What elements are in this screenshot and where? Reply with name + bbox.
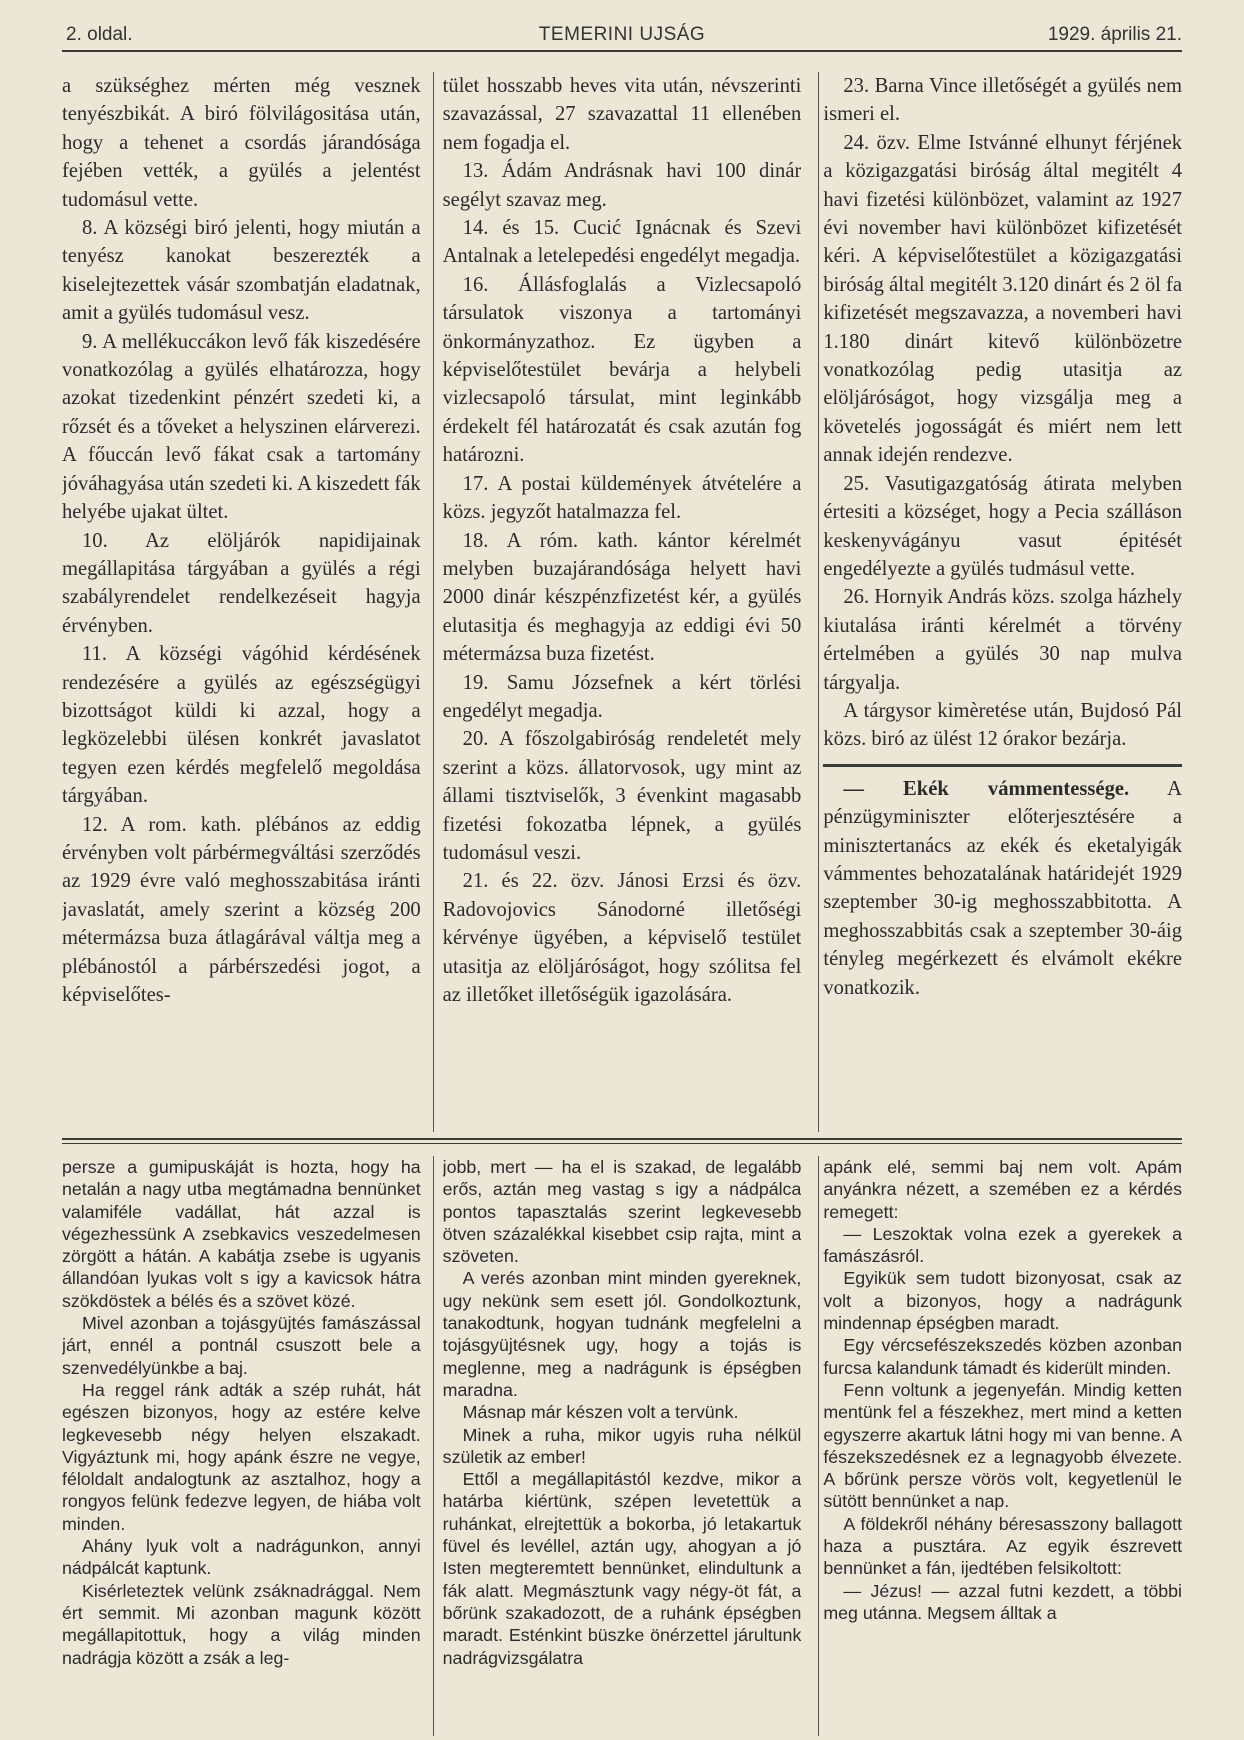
paragraph: 8. A községi biró jelenti, hogy miután a tenyész kanokat beszerezték a kiselejtezettek vásár szombatján eladatnak, amit a gyülés tudomásul vesz. <box>62 217 421 325</box>
paragraph: apánk elé, semmi baj nem volt. Apám anyánkra nézett, a szemében ez a kérdés remegett: <box>823 1157 1183 1222</box>
paragraph: 9. A mellékuccákon levő fák kiszedésére vonatkozólag a gyülés elhatározza, hogy azokat tizedenkint pénzért szedeti ki, a rőzsét és a tőveket a helyszinen elárverezi. A főuccán levő fákat csak a tartomány jóváhagyása után szedeti ki. A kiszedett fák helyébe ujakat ültet. <box>62 330 421 524</box>
paragraph: Másnap már készen volt a tervünk. <box>462 1402 739 1423</box>
column-rule <box>433 72 434 1132</box>
issue-date: 1929. április 21. <box>1047 24 1182 45</box>
paragraph: 19. Samu Józsefnek a kért törlési engedélyt megadja. <box>442 671 802 722</box>
paragraph: jobb, mert — ha el is szakad, de legalább erős, aztán meg vastag s igy a nádpálca pontos tapasztalás szerint legkevesebb ötven százalékkal kisebbet csip rajta, mint a szöveten. <box>442 1157 802 1267</box>
column-rule <box>433 1156 434 1736</box>
paragraph: 10. Az elöljárók napidijainak megállapitása tárgyában a gyülés a régi szabályrendelet rendelkezéseit hagyja érvényben. <box>62 529 421 637</box>
paragraph: 18. A róm. kath. kántor kérelmét melyben buzajárandósága helyett havi 2000 dinár készpénzfizetést kér, a gyülés elutasitja és meghagyja az eddigi évi 50 métermázsa buza fizetést. <box>442 529 802 666</box>
paragraph: Ettől a megállapitástól kezdve, mikor a határba kiértünk, szépen levetettük a ruhánkat, elrejtettük a bokorba, jó letakartuk füvel és levéllel, aztán ugy, ahogyan a jó Isten megteremtett bennünket, elindultunk a fák alatt. Megmásztunk vagy négy-öt fát, a bőrünk szakadozott, de a ruhánk épségben maradt. Esténkint büszke önérzettel járultunk nadrágvizsgálatra <box>442 1469 802 1668</box>
lower-column-2 <box>443 1156 802 1736</box>
page-header <box>62 18 1182 52</box>
paragraph: a szükséghez mérten még vesznek tenyészbikát. A biró fölvilágositása után, hogy a tehenet a csordás járandósága fejében vették, a gyülés a jelentést tudomásul vette. <box>62 75 421 211</box>
notice-text: A pénzügyminiszter előterjesztésére a minisztertanács az ekék és eketalyigák vámmentes behozatalának határidejét 1929 szeptember 30-ig meghosszabbitotta. A meghosszabbitás csak a szeptember 30-áig tényleg megérkezett és elvámolt ekékre vonatkozik. <box>823 777 1183 999</box>
upper-column-1 <box>62 72 421 1132</box>
paragraph: 13. Ádám Andrásnak havi 100 dinár segélyt szavaz meg. <box>442 160 802 211</box>
paragraph: 17. A postai küldemények átvételére a közs. jegyzőt hatalmazza fel. <box>442 472 802 524</box>
column-rule <box>818 1156 819 1736</box>
notice-title: — Ekék vámmentessége. <box>843 777 1130 800</box>
paragraph: Mivel azonban a tojásgyüjtés famászással járt, ennél a pontnál csuszott bele a szenvedélyünkbe a baj. <box>62 1313 421 1378</box>
paragraph: Ahány lyuk volt a nadrágunkon, annyi nádpálcát kaptunk. <box>62 1536 421 1579</box>
paragraph: persze a gumipuskáját is hozta, hogy ha netalán a nagy utba megtámadna bennünket valamiféle vadállat, hát azzal is végezhessünk A zsebkavics veszedelmesen zörgött a hátán. A kabátja zsebe is ugyanis állandóan lyukas volt s igy a kavicsok hátra szökdöstek a bélés és a szövet közé. <box>62 1157 421 1311</box>
column-rule <box>818 72 819 1132</box>
paragraph: 24. özv. Elme Istvánné elhunyt férjének a közigazgatási biróság által megitélt 4 havi fizetési különbözet, valamint az 1927 évi november havi különbözet kifizetését kéri. A képviselőtestület a közigazgatási biróság által megitélt 3.120 dinárt és 2 öl fa kifizetését megszavazza, a novemberi havi 1.180 dinárt kitevő különbözetre vonatkozólag pedig utasitja az elöljáróságot, hogy vizsgálja meg a követelés jogosságát és miért nem lett annak idején rendezve. <box>823 131 1183 467</box>
paragraph: Egyikük sem tudott bizonyosat, csak az volt a bizonyos, hogy a nadrágunk mindennap épségben maradt. <box>823 1268 1183 1334</box>
lower-section <box>62 1156 1182 1736</box>
paragraph: 14. és 15. Cucić Ignácnak és Szevi Antalnak a letelepedési engedélyt megadja. <box>442 217 802 268</box>
paragraph: 25. Vasutigazgatóság átirata melyben értesiti a községet, hogy a Pecia szálláson keskenyvágányu vasut épitését engedélyezte a gyülés tudmásul vette. <box>823 472 1183 580</box>
upper-column-3-body <box>823 72 1182 754</box>
paragraph: — Jézus! — azzal futni kezdett, a többi meg utánna. Megsem álltak a <box>823 1580 1183 1623</box>
paragraph: 20. A főszolgabiróság rendeletét mely szerint a közs. állatorvosok, ugy mint az állami tisztviselők, 3 évenkint magasabb fizetési fokozatba lépnek, a gyülés tudomásul veszi. <box>442 728 802 864</box>
paragraph: tület hosszabb heves vita után, névszerinti szavazással, 27 szavazattal 11 ellenében nem fogadja el. <box>442 75 802 154</box>
paragraph: Ha reggel ránk adták a szép ruhát, hát egészen bizonyos, hogy az estére kelve legkevesebb négy helyen elszakadt. Vigyáztunk mi, hogy apánk észre ne vegye, féloldalt andalogtunk az asztalhoz, hogy a rongyos felünk fedezve legyen, de hiába volt minden. <box>62 1379 421 1534</box>
upper-column-3 <box>823 72 1182 1132</box>
paragraph: A földekről néhány béresasszony ballagott haza a pusztára. Az egyik észrevett bennünket a fán, ijedtében felsikoltott: <box>823 1513 1183 1579</box>
paragraph: 23. Barna Vince illetőségét a gyülés nem ismeri el. <box>823 75 1183 126</box>
paragraph: A tárgysor kimèretése után, Bujdosó Pál közs. biró az ülést 12 órakor bezárja. <box>823 699 1183 751</box>
upper-section <box>62 72 1182 1132</box>
paragraph: 26. Hornyik András közs. szolga házhely kiutalása iránti kérelmét a törvény értelmében a gyülés 30 nap mulva tárgyalja. <box>823 586 1183 694</box>
paragraph: — Leszoktak volna ezek a gyerekek a famászásról. <box>823 1223 1183 1267</box>
paragraph: Minek a ruha, mikor ugyis ruha nélkül születik az ember! <box>442 1424 802 1467</box>
paragraph: Fenn voltunk a jegenyefán. Mindig ketten mentünk fel a fészekhez, mert mind a ketten egyszerre akartuk látni hogy mi van benne. A fészekszedésnek ez a legnagyobb élvezete. A bőrünk persze vörös volt, kegyetlenül le sütött bennünket a nap. <box>823 1379 1183 1512</box>
paragraph: 12. A rom. kath. plébános az eddig érvényben volt párbérmegváltási szerződés az 1929 évre való meghosszabitása iránti javaslatát, amely szerint a község 200 métermázsa buza átlagárával váltja meg a plébánostól a párbérszedési jogot, a képviselőtes- <box>62 813 421 1006</box>
lower-column-1 <box>62 1156 421 1736</box>
paragraph: A verés azonban mint minden gyereknek, ugy nekünk sem esett jól. Gondolkoztunk, tanakodtunk, hogyan tudnánk megfelelni a tojásgyüjtésnek ugy, hogy a tojás is meglenne, meg a nadrágunk is épségben maradna. <box>442 1268 802 1400</box>
paragraph: 11. A községi vágóhid kérdésének rendezésére a gyülés az egészségügyi bizottságot küldi ki azzal, hogy a legközelebbi ülésen konkrét javaslatot tegyen ezen kérdés megfelelő megoldása tárgyában. <box>62 643 421 808</box>
paragraph: 21. és 22. özv. Jánosi Erzsi és özv. Radovojovics Sánodorné illetőségi kérvénye ügyében, a képviselő testület utasitja az elöljáróságot, hogy szólitsa fel az illetőket illetőségük igazolására. <box>442 870 802 1006</box>
notice-divider <box>823 764 1182 767</box>
lower-column-3 <box>823 1156 1182 1736</box>
section-divider <box>62 1138 1182 1144</box>
paragraph: 16. Állásfoglalás a Vizlecsapoló társulatok viszonya a tartományi önkormányzathoz. Ez ügyben a képviselőtestület bevárja a helybeli vizlecsapoló társulat, mint leginkább érdekelt fél határozatát és csak azután fog határozni. <box>442 273 802 467</box>
upper-column-2 <box>443 72 802 1132</box>
paragraph: Kisérleteztek velünk zsáknadrággal. Nem ért semmit. Mi azonban magunk között megállapitottuk, hogy a világ minden nadrágja között a zsák a leg- <box>62 1580 421 1668</box>
notice-paragraph <box>823 775 1182 1002</box>
newspaper-title: TEMERINI UJSÁG <box>538 24 706 45</box>
paragraph: Egy vércsefészekszedés közben azonban furcsa kalandunk támadt és kiderült minden. <box>823 1335 1183 1378</box>
page-number: 2. oldal. <box>66 24 133 45</box>
